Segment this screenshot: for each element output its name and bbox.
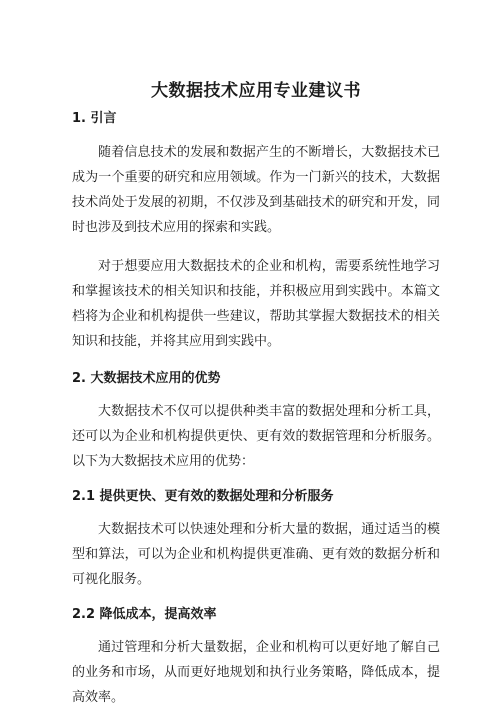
section-heading-advantages: 2. 大数据技术应用的优势 xyxy=(72,371,221,386)
paragraph: 大数据技术可以快速处理和分析大量的数据，通过适当的模型和算法，可以为企业和机构提供更准确、更有效的数据分析和可视化服务。 xyxy=(72,522,440,587)
paragraph: 通过管理和分析大量数据，企业和机构可以更好地了解自己的业务和市场，从而更好地规划和执行业务策略，降低成本，提高效率。 xyxy=(72,640,440,705)
section-heading-introduction: 1. 引言 xyxy=(72,111,117,126)
paragraph: 大数据技术不仅可以提供种类丰富的数据处理和分析工具，还可以为企业和机构提供更快、更有效的数据管理和分析服务。以下为大数据技术应用的优势： xyxy=(72,404,440,469)
section-heading-faster-processing: 2.1 提供更快、更有效的数据处理和分析服务 xyxy=(72,489,334,504)
paragraph: 对于想要应用大数据技术的企业和机构，需要系统性地学习和掌握该技术的相关知识和技能，并积极应用到实践中。本篇文档将为企业和机构提供一些建议，帮助其掌握大数据技术的相关知识和技能，并将其应用到实践中。 xyxy=(72,259,440,349)
section-heading-reduce-cost: 2.2 降低成本，提高效率 xyxy=(72,607,217,622)
document-title: 大数据技术应用专业建议书 xyxy=(151,81,361,101)
paragraph: 随着信息技术的发展和数据产生的不断增长，大数据技术已成为一个重要的研究和应用领域。作为一门新兴的技术，大数据技术尚处于发展的初期，不仅涉及到基础技术的研究和开发，同时也涉及到技术应用的探索和实践。 xyxy=(72,145,440,235)
